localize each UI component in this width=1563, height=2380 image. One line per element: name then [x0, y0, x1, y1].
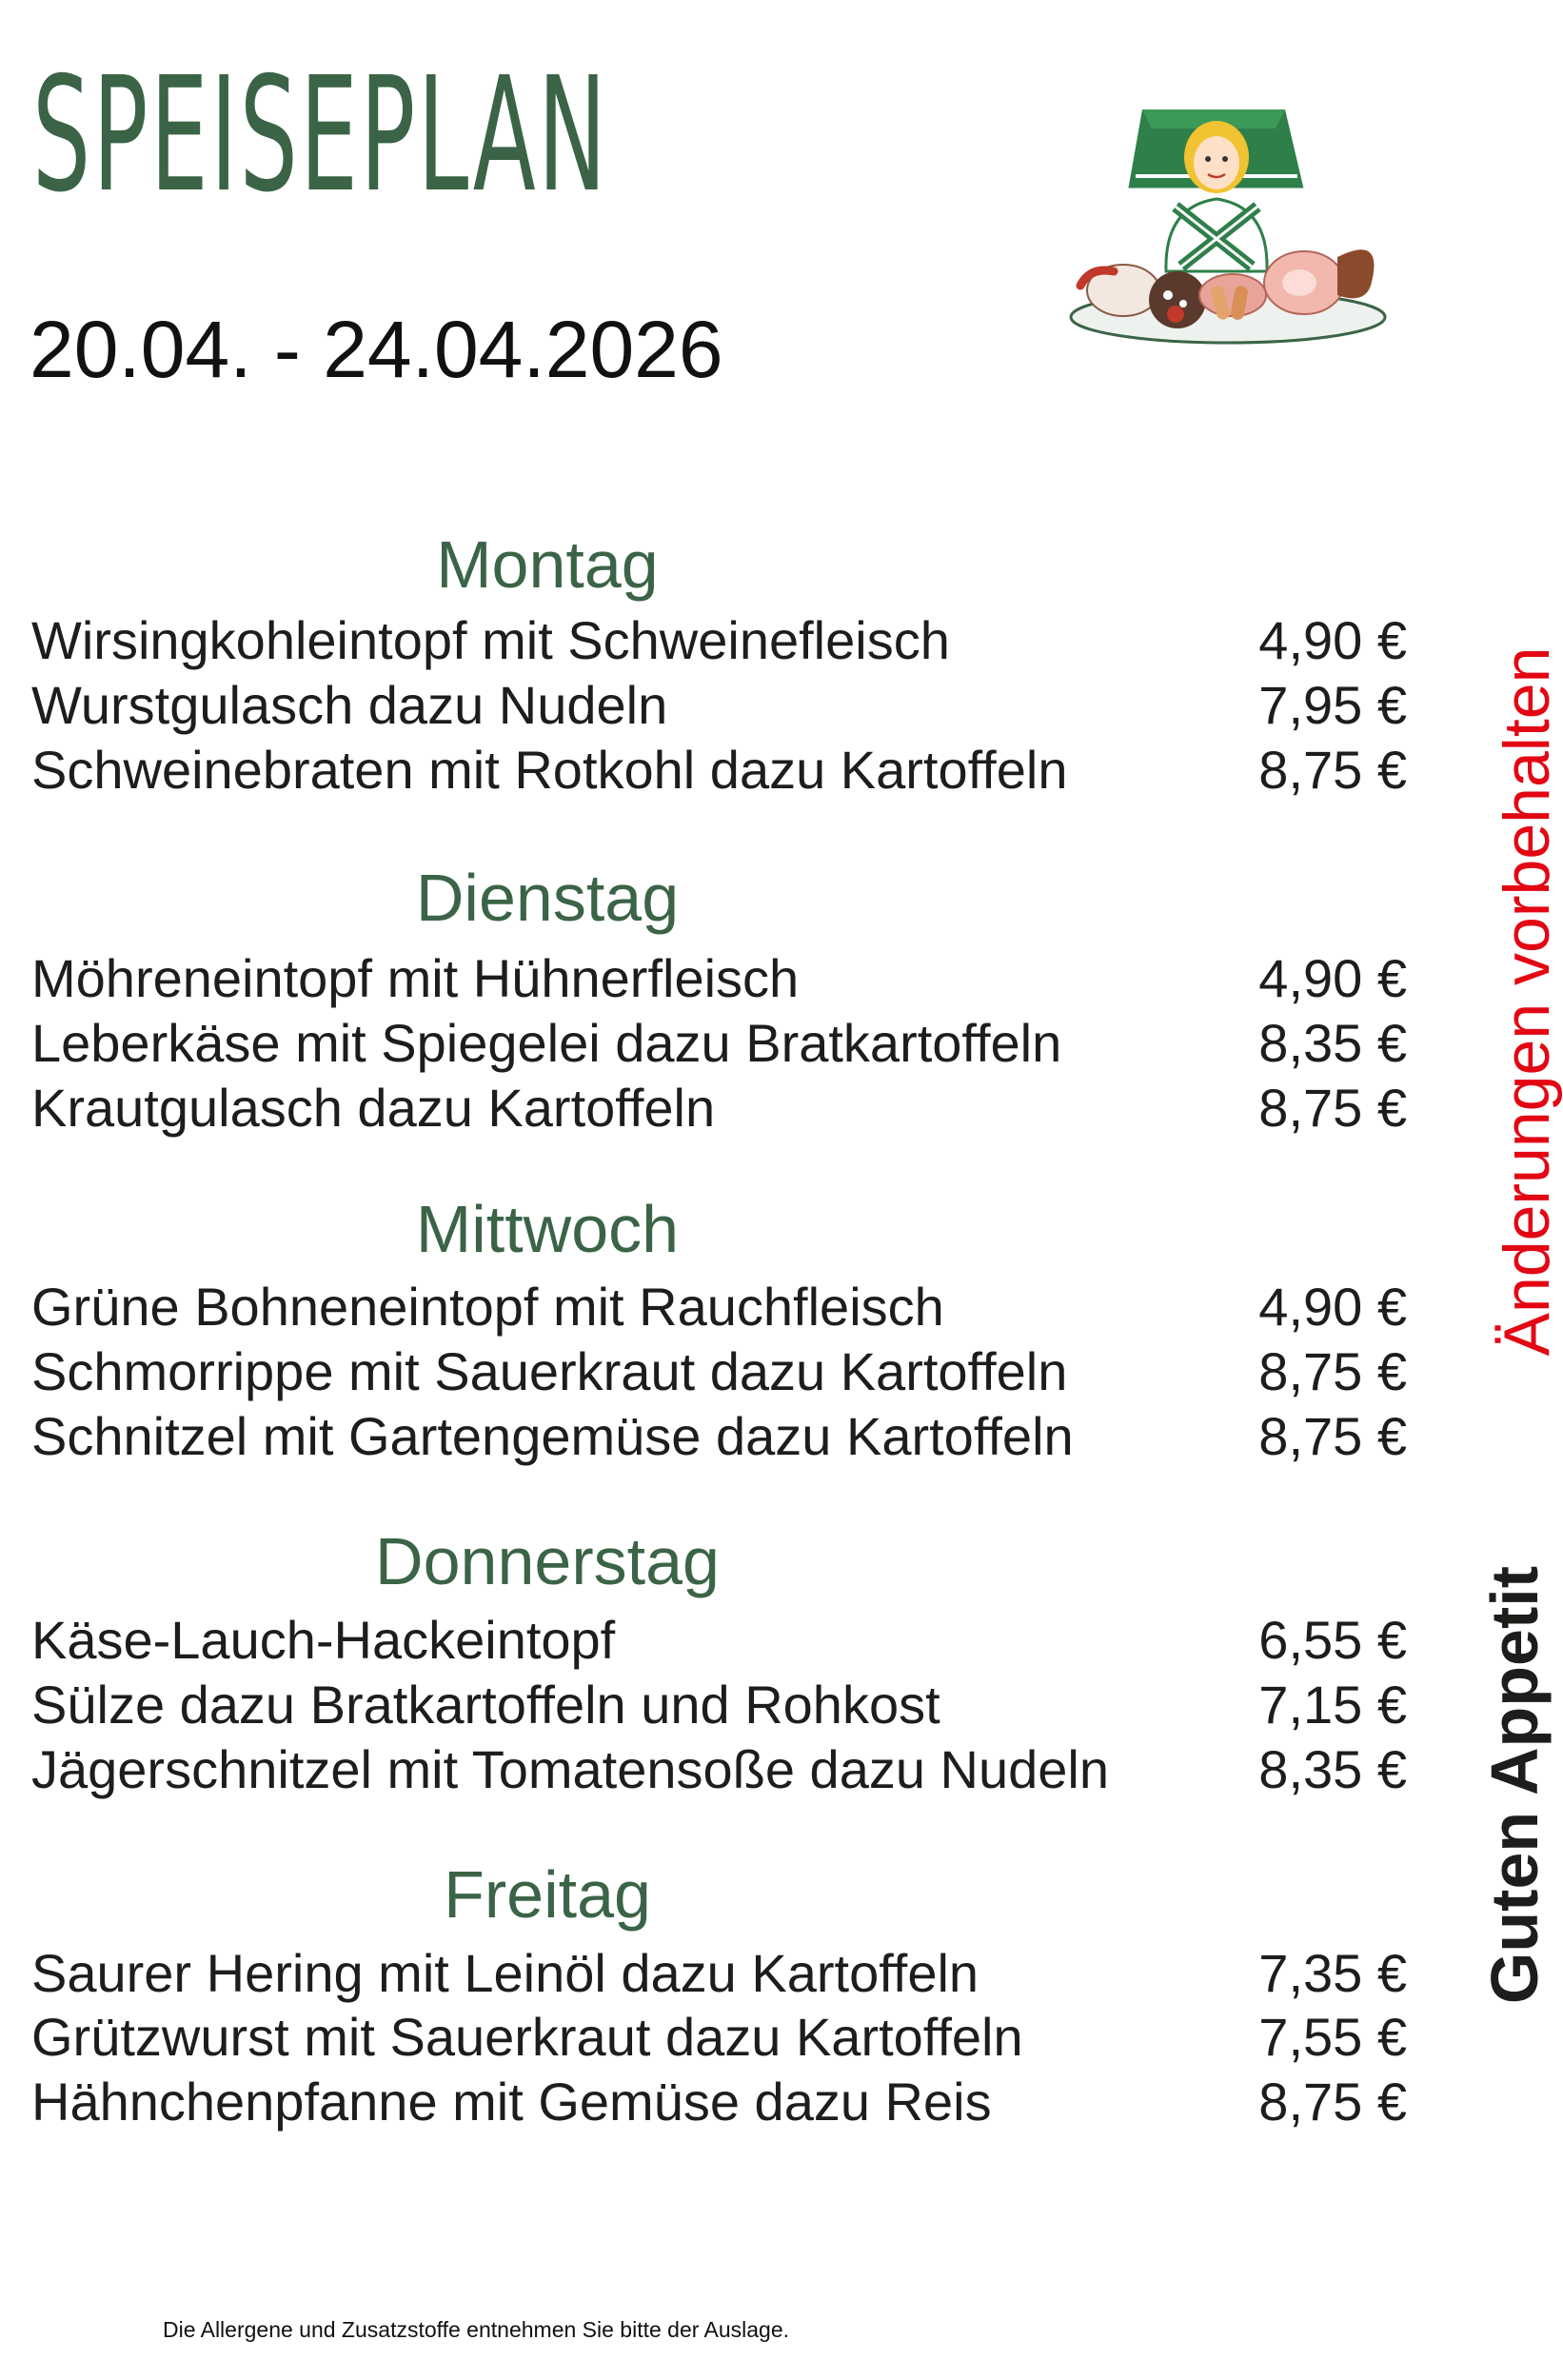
dish-name: Saurer Hering mit Leinöl dazu Kartoffeln: [31, 1943, 979, 2003]
menu-item: [31, 2071, 1407, 2133]
dish-name: Leberkäse mit Spiegelei dazu Bratkartoffeln: [31, 1013, 1062, 1073]
dish-name: Krautgulasch dazu Kartoffeln: [31, 1078, 716, 1138]
dish-name: Schmorrippe mit Sauerkraut dazu Kartoffeln: [31, 1341, 1068, 1401]
changes-reserved-note: Änderungen vorbehalten: [1491, 646, 1563, 1357]
dish-name: Schweinebraten mit Rotkohl dazu Kartoffeln: [31, 740, 1068, 800]
menu-item: [31, 1012, 1407, 1075]
dish-name: Grützwurst mit Sauerkraut dazu Kartoffeln: [31, 2007, 1023, 2067]
date-range: 20.04. - 24.04.2026: [30, 305, 723, 394]
greeting-text: Guten Appetit: [1477, 1565, 1552, 2005]
menu-item: [31, 1609, 1407, 1672]
menu-item: [31, 674, 1407, 737]
dish-name: Hähnchenpfanne mit Gemüse dazu Reis: [31, 2072, 992, 2132]
dish-price: 8,35 €: [1258, 1013, 1407, 1073]
day-heading-montag: Montag: [436, 527, 659, 602]
dish-price: 7,95 €: [1258, 675, 1407, 735]
dish-price: 8,35 €: [1258, 1739, 1407, 1799]
menu-item: [31, 1738, 1407, 1801]
day-heading-donnerstag: Donnerstag: [375, 1524, 720, 1598]
dish-name: Möhreneintopf mit Hühnerfleisch: [31, 948, 800, 1008]
menu-item: [31, 1405, 1407, 1468]
menu-item: [31, 947, 1407, 1010]
allergen-footer-note: Die Allergene und Zusatzstoffe entnehmen Sie bitte der Auslage.: [162, 2317, 790, 2342]
dish-name: Schnitzel mit Gartengemüse dazu Kartoffeln: [31, 1406, 1074, 1466]
menu-item: [31, 739, 1407, 802]
dish-price: 7,35 €: [1258, 1943, 1407, 2003]
dish-price: 7,15 €: [1258, 1675, 1407, 1735]
dish-price: 8,75 €: [1258, 740, 1407, 800]
dish-price: 4,90 €: [1258, 610, 1407, 670]
menu-item: [31, 1340, 1407, 1403]
dish-price: 8,75 €: [1258, 1406, 1407, 1466]
dish-name: Grüne Bohneneintopf mit Rauchfleisch: [31, 1277, 944, 1337]
dish-price: 8,75 €: [1258, 1078, 1407, 1138]
page-title: SPEISEPLAN: [32, 44, 609, 228]
dish-price: 4,90 €: [1258, 948, 1407, 1008]
menu-item: [31, 1276, 1407, 1339]
dish-price: 8,75 €: [1258, 2072, 1407, 2132]
menu-item: [31, 2006, 1407, 2069]
menu-item: [31, 1942, 1407, 2005]
dish-price: 7,55 €: [1258, 2007, 1407, 2067]
dish-name: Käse-Lauch-Hackeintopf: [31, 1610, 616, 1670]
day-heading-mittwoch: Mittwoch: [415, 1192, 680, 1266]
dish-name: Wirsingkohleintopf mit Schweinefleisch: [31, 610, 950, 670]
dish-name: Wurstgulasch dazu Nudeln: [31, 675, 668, 735]
dish-price: 8,75 €: [1258, 1341, 1407, 1401]
day-heading-dienstag: Dienstag: [415, 861, 680, 935]
day-heading-freitag: Freitag: [444, 1857, 651, 1932]
menu-item: [31, 1674, 1407, 1736]
menu-item: [31, 1077, 1407, 1140]
menu-item: [31, 609, 1407, 672]
girl-with-meat-platter-logo: [1061, 100, 1390, 352]
dish-price: 6,55 €: [1258, 1610, 1407, 1670]
dish-price: 4,90 €: [1258, 1277, 1407, 1337]
dish-name: Sülze dazu Bratkartoffeln und Rohkost: [31, 1675, 940, 1735]
dish-name: Jägerschnitzel mit Tomatensoße dazu Nudeln: [31, 1739, 1110, 1799]
